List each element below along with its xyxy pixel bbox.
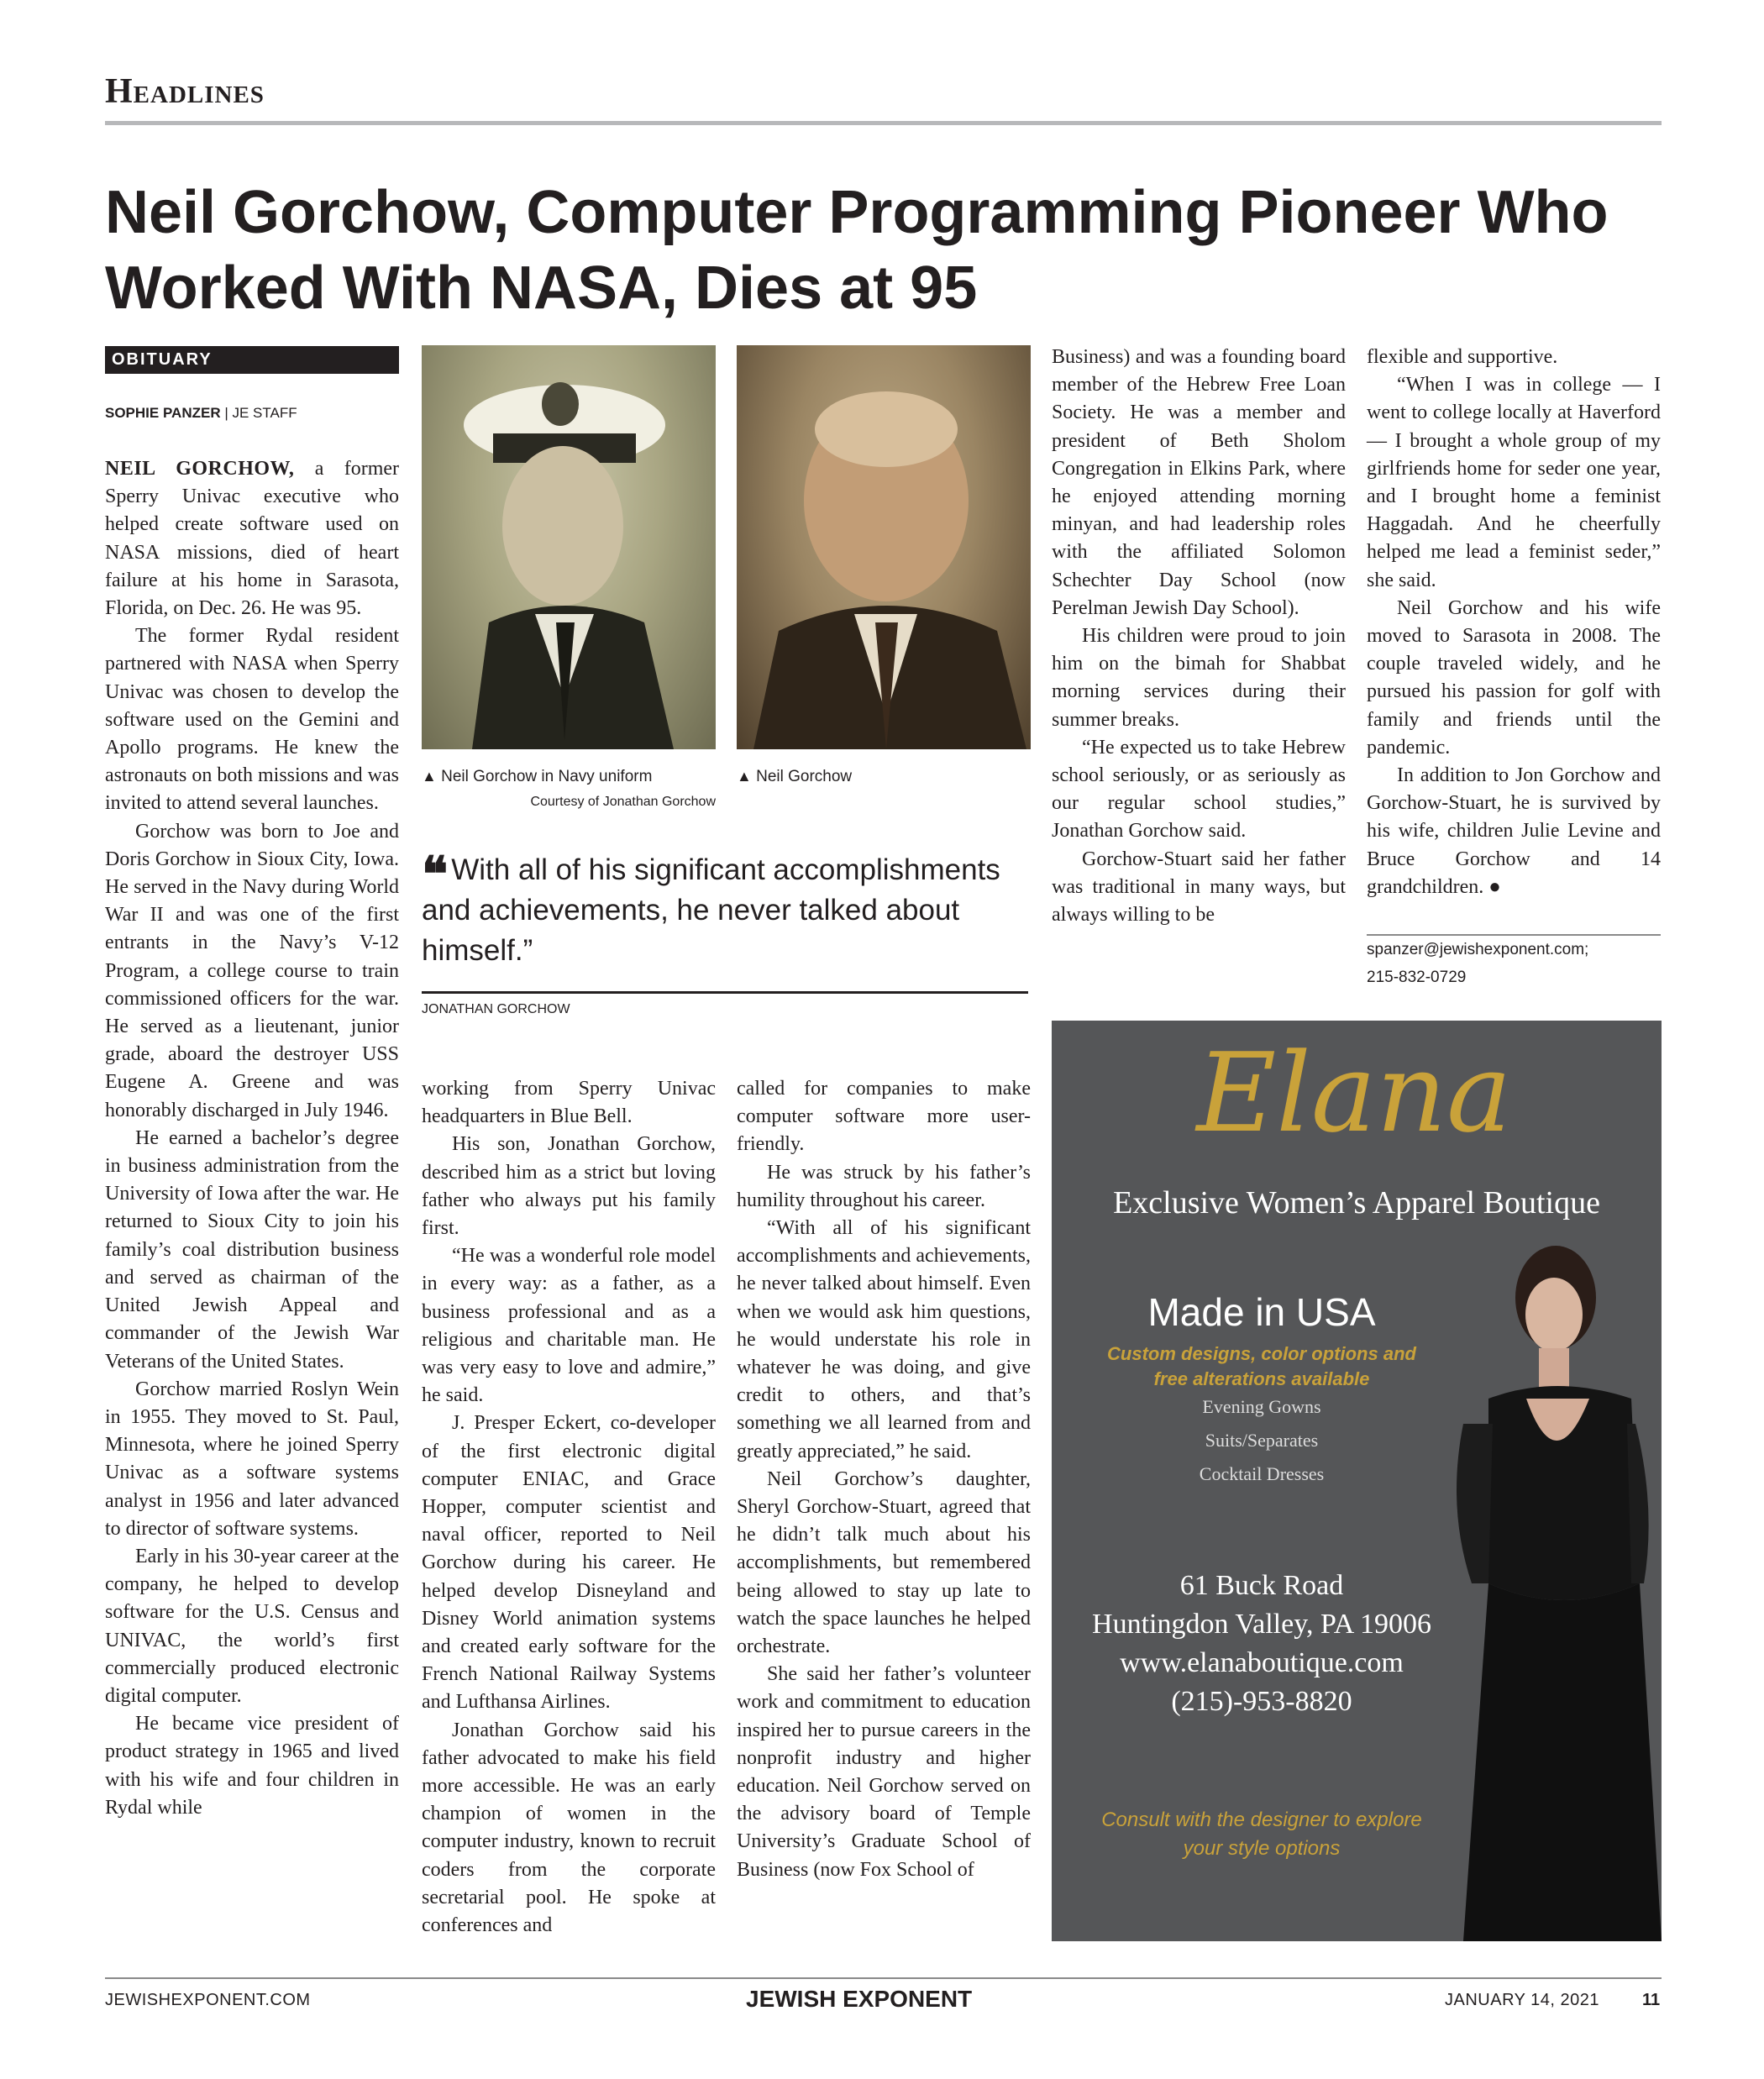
article-paragraph: Neil Gorchow and his wife moved to Sarasota in 2008. The couple traveled widely, and he pursued his passion for golf with family and friends until the pandemic. [1367,596,1661,759]
pull-quote-attribution: JONATHAN GORCHOW [422,1002,570,1016]
article-paragraph: “When I was in college — I went to college locally at Haverford — I brought a whole group of my girlfriends home for seder one year, and I brought home a feminist Haggadah. And he cheerfully helped me lead a feminist seder,” she said. [1367,374,1661,591]
article-paragraph: Jonathan Gorchow said his father advocated to make his field more accessible. He was an early champion of women in the computer industry, known to recruit coders from the corporate secretarial pool. He spoke at conferences and [422,1719,716,1937]
article-column-3 [737,1075,1031,1884]
article-paragraph: He earned a bachelor’s degree in business administration from the University of Iowa after the war. He returned to Sioux City to join his family’s coal distribution business and served as chairman of the United Jewish Appeal and commander of the Jewish War Veterans of the United States. [105,1126,399,1373]
article-paragraph: He became vice president of product strategy in 1965 and lived with his wife and four children in Rydal while [105,1713,399,1819]
byline [105,405,297,422]
end-mark-icon: ● [1488,875,1501,898]
ad-product-item: Evening Gowns [1202,1396,1321,1417]
article-paragraph: J. Presper Eckert, co-developer of the first electronic digital computer ENIAC, and Grace Hopper, computer scientist and naval officer, reported to Neil Gorchow during his career. He helped develop Disneyland and Disney World animation systems and created early software for the French National Railway Systems and Lufthansa Airlines. [422,1412,716,1714]
byline-affiliation: | JE STAFF [220,405,297,421]
navy-uniform-photo [422,345,716,749]
headline: Neil Gorchow, Computer Programming Pioneer Who Worked With NASA, Dies at 95 [105,179,1609,322]
photo-credit: Courtesy of Jonathan Gorchow [530,795,716,809]
elana-logo: Elana [1196,1029,1512,1157]
ad-tagline: Exclusive Women’s Apparel Boutique [1113,1185,1600,1221]
article-paragraph: The former Rydal resident partnered with NASA when Sperry Univac was chosen to develop the software used on the Gemini and Apollo programs. He knew the astronauts on both missions and was invited to attend several launches. [105,625,399,815]
article-column-1 [105,455,399,1822]
lead-name: NEIL GORCHOW, [105,458,295,480]
quote-mark-icon: ❝ [422,848,442,902]
obituary-tag: OBITUARY [105,346,399,374]
footer-publication: JEWISH EXPONENT [746,1986,973,2012]
article-paragraph: Gorchow was born to Joe and Doris Gorchow in Sioux City, Iowa. He served in the Navy during World War II and was one of the first entrants in the Navy’s V-12 Program, a college course to train commissioned officers for the war. He served as a lieutenant, junior grade, aboard the destroyer USS Eugene A. Greene and was honorably discharged in July 1946. [105,820,399,1121]
elana-advertisement[interactable] [1052,1021,1662,1941]
photo-caption-1: ▲ Neil Gorchow in Navy uniform [422,768,653,785]
article-paragraph: Early in his 30-year career at the company, he helped to develop software for the U.S. Census and UNIVAC, the world’s first commercially produced electronic digital computer. [105,1545,399,1707]
section-header: Headlines [105,72,265,111]
article-column-5 [1367,344,1661,901]
triangle-up-icon: ▲ [422,768,437,785]
author-contact [1367,936,1661,991]
navy-portrait-illustration [422,345,716,749]
footer-date: JANUARY 14, 2021 [1445,1991,1600,2009]
footer-site[interactable]: JEWISHEXPONENT.COM [105,1991,311,2009]
ad-city: Huntingdon Valley, PA 19006 [1092,1609,1431,1640]
article-paragraph: “With all of his significant accomplishments and achievements, he never talked about himself. Even when we would ask him questions, he would understate his role in whatever he was doing, and give credit to others, and that’s something we all learned from and greatly appreciated,” he said. [737,1217,1031,1462]
ad-custom-options: Custom designs, color options and free alterations available [1107,1343,1416,1389]
article-paragraph: He was struck by his father’s humility throughout his career. [737,1161,1031,1211]
page-number: 11 [1642,1991,1661,2009]
portrait-illustration [737,345,1031,749]
ad-made-in-usa: Made in USA [1147,1290,1376,1334]
article-paragraph: Business) and was a founding board member of the Hebrew Free Loan Society. He was a member and president of Beth Sholom Congregation in Elkins Park, where he enjoyed attending morning minyan, and had leadership roles with the affiliated Solomon Schechter Day School (now Perelman Jewish Day School). [1052,346,1346,619]
article-paragraph: Gorchow-Stuart said her father was traditional in many ways, but always willing to be [1052,848,1346,927]
photo-caption-2: ▲ Neil Gorchow [737,768,853,785]
article-column-2 [422,1075,716,1940]
ad-consult-text: Consult with the designer to explore your style options [1101,1809,1422,1860]
footer-rule [105,1977,1662,1979]
article-paragraph: NEIL GORCHOW, a former Sperry Univac executive who helped create software used on NASA missions, died of heart failure at his home in Sarasota, Florida, on Dec. 26. He was 95. [105,458,400,620]
article-paragraph: working from Sperry Univac headquarters in Blue Bell. [422,1078,716,1128]
article-paragraph: In addition to Jon Gorchow and Gorchow-Stuart, he is survived by his wife, children Julie Levine and Bruce Gorchow and 14 grandchildren. ● [1367,764,1661,898]
article-paragraph: His children were proud to join him on the bimah for Shabbat morning services during their summer breaks. [1052,625,1346,731]
ad-address-block [1052,1567,1472,1721]
portrait-photo [737,345,1031,749]
article-paragraph: flexible and supportive. [1367,346,1558,368]
article-paragraph: “He was a wonderful role model in every way: as a father, as a business professional and as a religious and charitable man. He was very easy to love and admire,” he said. [422,1245,716,1407]
article-paragraph: Gorchow married Roslyn Wein in 1955. They moved to St. Paul, Minnesota, where he joined Sperry Univac as a software systems analyst in 1956 and later advanced to director of software systems. [105,1378,399,1540]
author-phone: 215-832-0729 [1367,969,1467,986]
article-paragraph: His son, Jonathan Gorchow, described him as a strict but loving father who always put his family first. [422,1133,716,1240]
article-column-4 [1052,344,1346,929]
author-email[interactable]: spanzer@jewishexponent.com; [1367,941,1589,958]
triangle-up-icon: ▲ [737,768,752,785]
byline-author: SOPHIE PANZER [105,405,221,421]
article-paragraph: She said her father’s volunteer work and commitment to education inspired her to pursue careers in the nonprofit industry and higher education. Neil Gorchow served on the advisory board of Temple University’s Graduate School of Business (now Fox School of [737,1663,1031,1881]
article-paragraph: Neil Gorchow’s daughter, Sheryl Gorchow-Stuart, agreed that he didn’t talk much about his accomplishments, but remembered being allowed to stay up late to watch the space launches he helped orchestrate. [737,1467,1031,1658]
ad-product-list [1052,1390,1472,1491]
ad-street: 61 Buck Road [1179,1570,1344,1601]
article-paragraph: “He expected us to take Hebrew school seriously, or as seriously as our regular school studies,” Jonathan Gorchow said. [1052,736,1346,843]
pull-quote-rule [422,991,1028,994]
pull-quote-text: With all of his significant accomplishments and achievements, he never talked about himself.” [422,853,1000,967]
ad-phone: (215)-953-8820 [1171,1686,1352,1717]
ad-product-item: Suits/Separates [1205,1430,1319,1451]
section-rule [105,121,1662,125]
ad-product-item: Cocktail Dresses [1199,1463,1325,1484]
article-paragraph: called for companies to make computer software more user-friendly. [737,1078,1031,1156]
ad-website-link[interactable]: www.elanaboutique.com [1120,1647,1404,1678]
pull-quote [422,850,1026,971]
